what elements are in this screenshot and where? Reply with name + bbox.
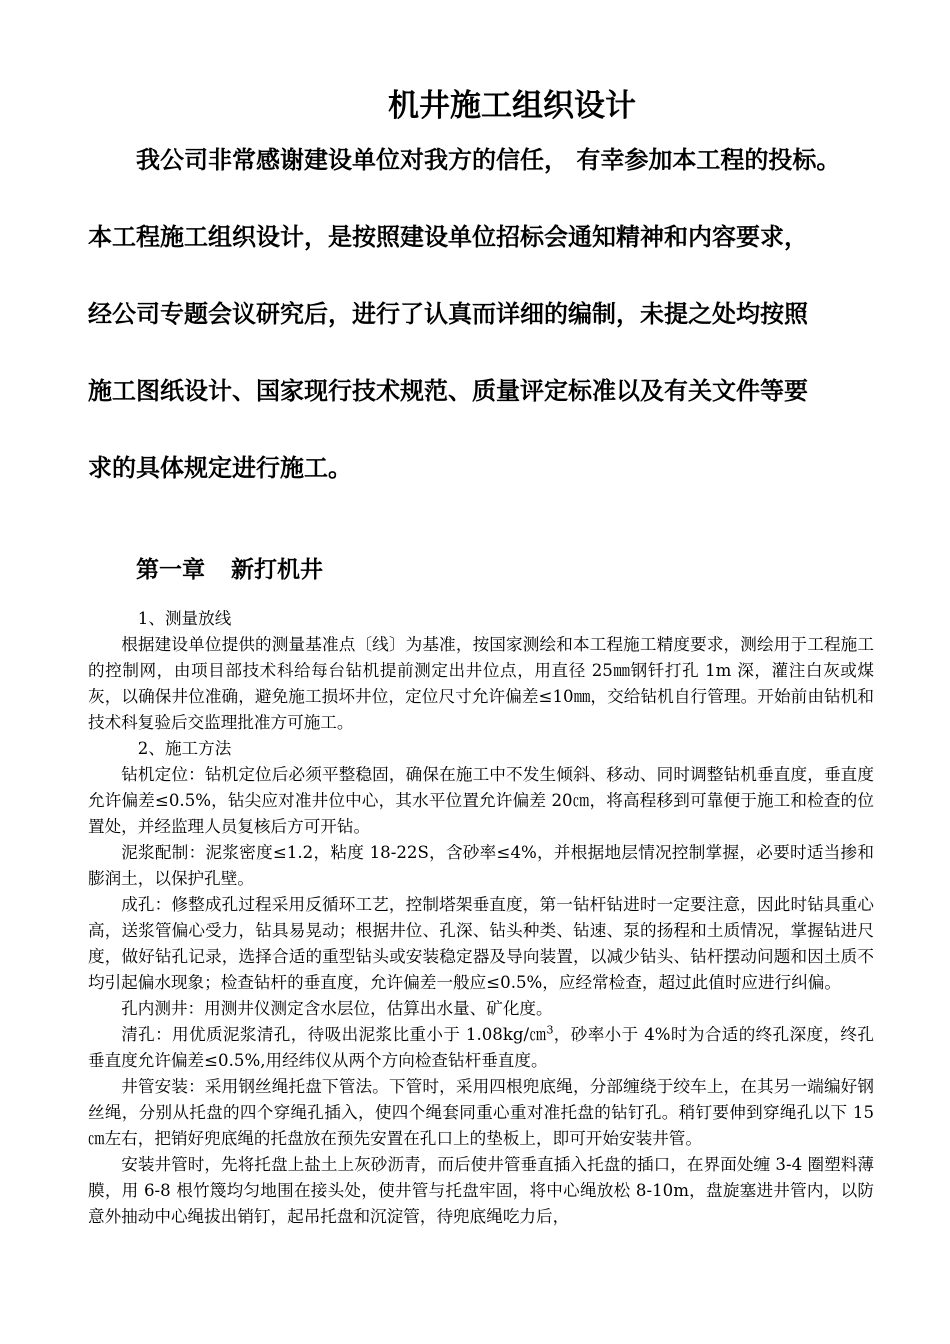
chapter-title: 新打机井: [231, 557, 323, 583]
document-title: 机井施工组织设计: [388, 88, 636, 124]
paragraph: 孔内测井：用测井仪测定含水层位，估算出水量、矿化度。: [121, 999, 553, 1018]
section-heading: 1、测量放线: [137, 609, 232, 628]
chapter-body: [88, 606, 874, 1230]
paragraph: 钻机定位：钻机定位后必须平整稳固，确保在施工中不发生倾斜、移动、同时调整钻机垂直度，垂直度允许偏差≤0.5%，钻尖应对准井位中心，其水平位置允许偏差 20㎝，将高程移到可靠便于施工和检查的位置处，并经监理人员复核后方可开钻。: [88, 765, 874, 836]
intro-paragraph: [88, 148, 898, 533]
paragraph: 成孔：修整成孔过程采用反循环工艺，控制塔架垂直度，第一钻杆钻进时一定要注意，因此时钻具重心高，送浆管偏心受力，钻具易晃动；根据井位、孔深、钻头种类、钻速、泵的扬程和土质情况，掌握钻进尺度，做好钻孔记录，选择合适的重型钻头或安装稳定器及导向装置，以减少钻头、钻杆摆动问题和因土质不均引起偏水现象；检查钻杆的垂直度，允许偏差一般应≤0.5%，应经常检查，超过此值时应进行纠偏。: [88, 895, 874, 992]
intro-line: 经公司专题会议研究后，进行了认真而详细的编制，未提之处均按照: [88, 300, 808, 328]
paragraph: 井管安装：采用钢丝绳托盘下管法。下管时，采用四根兜底绳，分部缠绕于绞车上，在其另一端编好钢丝绳，分别从托盘的四个穿绳孔插入，使四个绳套同重心重对准托盘的钻钉孔。稍钉要伸到穿绳孔以下 15㎝左右，把销好兜底绳的托盘放在预先安置在孔口上的垫板上，即可开始安装井管。: [88, 1077, 874, 1148]
paragraph: [88, 1022, 874, 1074]
intro-line: 施工图纸设计、国家现行技术规范、质量评定标准以及有关文件等要: [88, 377, 808, 405]
section-heading: 2、施工方法: [137, 739, 232, 758]
intro-line: 本工程施工组织设计，是按照建设单位招标会通知精神和内容要求，: [88, 223, 808, 251]
paragraph: 泥浆配制：泥浆密度≤1.2，粘度 18-22S，含砂率≤4%，并根据地层情况控制掌握，必要时适当掺和膨润土，以保护孔壁。: [88, 843, 874, 888]
paragraph-text: 清孔：用优质泥浆清孔，待吸出泥浆比重小于 1.08kg/㎝: [121, 1025, 547, 1044]
paragraph: 根据建设单位提供的测量基准点〔线〕为基准，按国家测绘和本工程施工精度要求，测绘用于工程施工的控制网，由项目部技术科给每台钻机提前测定出井位点，用直径 25㎜钢钎打孔 1m 深，灌注白灰或煤灰，以确保井位准确，避免施工损坏井位，定位尺寸允许偏差≤10㎜，交给钻机自行管理。开始前由钻机和技术科复验后交监理批准方可施工。: [88, 635, 874, 732]
intro-line: 求的具体规定进行施工。: [88, 454, 352, 482]
paragraph-text: ，砂率小于 4%时为合适的终孔深度，终孔垂直度允许偏差≤0.5%,用经纬仪从两个方向检查钻杆垂直度。: [88, 1025, 874, 1070]
intro-line: 我公司非常感谢建设单位对我方的信任， 有幸参加本工程的投标。: [136, 146, 841, 174]
paragraph: 安装井管时，先将托盘上盐土上灰砂沥青，而后使井管垂直插入托盘的插口，在界面处缠 3-4 圈塑料薄膜，用 6-8 根竹篾均匀地围在接头处，使井管与托盘牢固，将中心绳放松 8-10m，盘旋塞进井管内，以防意外抽动中心绳拔出销钉，起吊托盘和沉淀管，待兜底绳吃力后，: [88, 1155, 874, 1226]
chapter-heading: [136, 553, 323, 587]
chapter-number: 第一章: [136, 557, 205, 583]
superscript: 3: [546, 1023, 554, 1037]
